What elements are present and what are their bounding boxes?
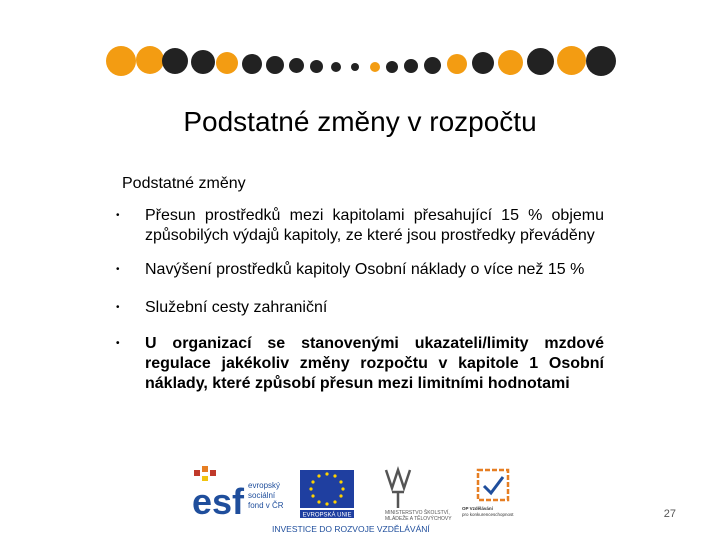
op-vk-logo [462,470,514,517]
bullet-icon: • [116,210,120,221]
bullet-text: Navýšení prostředků kapitoly Osobní náklady o více než 15 % [145,261,585,278]
dark-dot [266,56,284,74]
svg-text:sociální: sociální [248,491,276,500]
orange-dot [557,46,586,75]
orange-dot [447,54,467,74]
dark-dot [351,63,359,71]
bullet-item [112,260,604,280]
dark-dot [331,62,341,72]
dark-dot [404,59,418,73]
esf-logo [192,466,284,522]
dark-dot [289,58,304,73]
dark-dot [162,48,188,74]
dark-dot [191,50,215,74]
bullet-icon: • [116,338,120,349]
eu-flag-logo [300,470,354,519]
bullet-text: Služební cesty zahraniční [145,299,328,316]
dark-dot [310,60,323,73]
dark-dot [386,61,398,73]
svg-text:MINISTERSTVO ŠKOLSTVÍ,: MINISTERSTVO ŠKOLSTVÍ, [385,510,450,516]
svg-text:MLÁDEŽE A TĚLOVÝCHOVY: MLÁDEŽE A TĚLOVÝCHOVY [385,516,452,522]
dark-dot [242,54,262,74]
bullet-text: U organizací se stanovenými ukazateli/limity mzdové regulace jakékoliv změny rozpočtu v kapitole 1 Osobní náklady, které způsobí přesun mezi limitními hodnotami [145,335,604,392]
decorative-dot-row [0,0,720,100]
orange-dot [136,46,164,74]
bullet-item [112,298,604,318]
orange-dot [370,62,380,72]
dark-dot [472,52,494,74]
bullet-icon: • [116,302,120,313]
bullet-item [112,206,604,246]
slide-title: Podstatné změny v rozpočtu [183,106,537,137]
bullet-list [112,206,604,394]
esf-wordmark: esf [192,481,245,522]
dark-dot [527,48,554,75]
orange-dot [216,52,238,74]
svg-text:pro konkurenceschopnost: pro konkurenceschopnost [462,512,514,517]
section-heading: Podstatné změny [122,175,246,192]
orange-dot [106,46,136,76]
bullet-text: Přesun prostředků mezi kapitolami přesahující 15 % objemu způsobilých výdajů kapitoly, ze které jsou prostředky převáděny [145,207,604,244]
orange-dot [498,50,523,75]
bullet-item [112,334,604,394]
svg-text:fond v ČR: fond v ČR [248,501,284,510]
bullet-icon: • [116,264,120,275]
funding-logos [190,462,540,540]
dark-dot [424,57,441,74]
msmt-logo [385,470,452,522]
svg-text:OP Vzdělávání: OP Vzdělávání [462,506,493,511]
svg-text:evropský: evropský [248,481,281,490]
investment-banner: INVESTICE DO ROZVOJE VZDĚLÁVÁNÍ [272,524,430,534]
svg-text:EVROPSKÁ UNIE: EVROPSKÁ UNIE [302,512,352,519]
page-number: 27 [663,508,676,520]
dark-dot [586,46,616,76]
